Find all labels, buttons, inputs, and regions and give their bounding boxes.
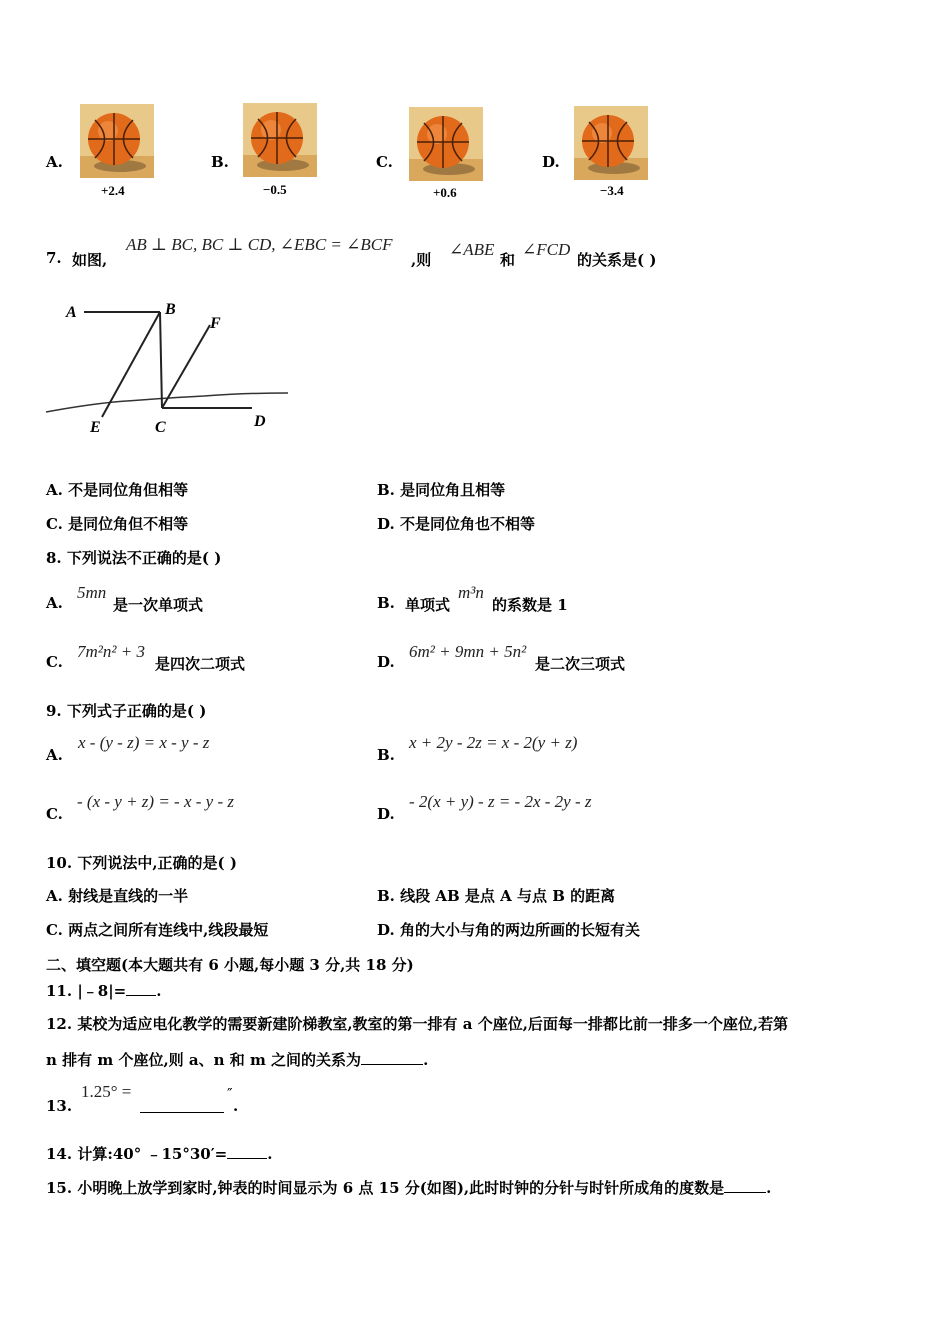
label-a: A	[66, 304, 77, 321]
q10-stem: 10. 下列说法中,正确的是( )	[46, 854, 237, 872]
q9-option-c-label: C.	[46, 805, 63, 823]
q14-answer-blank[interactable]	[227, 1158, 267, 1159]
q7-prefix: 如图,	[72, 251, 108, 269]
q7-geometry-figure	[44, 295, 294, 440]
q7-angle2: ∠FCD	[522, 240, 571, 259]
q7-mid1: ,则	[411, 251, 432, 269]
q13-math: 1.25° =	[81, 1082, 132, 1101]
q9-option-b-math: x + 2y - 2z = x - 2(y + z)	[409, 733, 578, 752]
q9-option-a-label: A.	[46, 746, 63, 764]
q8-option-c-text: 是四次二项式	[155, 655, 246, 673]
q12-answer-blank[interactable]	[361, 1064, 423, 1065]
q6-option-b-label: B.	[211, 153, 229, 171]
q11-answer-blank[interactable]	[126, 995, 156, 996]
q10-option-d: D. 角的大小与角的两边所画的长短有关	[377, 921, 640, 939]
q9-option-d-math: - 2(x + y) - z = - 2x - 2y - z	[409, 792, 592, 811]
label-e: E	[90, 419, 101, 436]
question-14: 14. 计算:40° ﹣15°30′= .	[46, 1145, 273, 1163]
q6-option-c-value: +0.6	[433, 185, 457, 200]
q7-option-a: A. 不是同位角但相等	[46, 481, 189, 499]
q7-option-b: B. 是同位角且相等	[377, 481, 506, 499]
q13-number: 13.	[46, 1097, 73, 1115]
q15-answer-blank[interactable]	[724, 1192, 766, 1193]
q8-option-b-label: B.	[377, 594, 395, 612]
q7-number: 7.	[46, 249, 62, 267]
basketball-icon	[243, 103, 317, 177]
q6-option-d-label: D.	[542, 153, 560, 171]
basketball-image	[574, 106, 648, 180]
q12-line2: n 排有 m 个座位,则 a、n 和 m 之间的关系为 .	[46, 1051, 429, 1069]
q10-option-b: B. 线段 AB 是点 A 与点 B 的距离	[377, 887, 616, 905]
q6-option-b-value: −0.5	[263, 182, 287, 197]
question-15: 15. 小明晚上放学到家时,钟表的时间显示为 6 点 15 分(如图),此时时钟的分针与时针所成角的度数是 .	[46, 1179, 772, 1197]
q7-suffix: 的关系是( )	[577, 251, 657, 269]
q8-option-a-math: 5mn	[77, 583, 107, 602]
q8-option-b-text: 的系数是 1	[492, 596, 568, 614]
q6-option-a-label: A.	[46, 153, 63, 171]
basketball-image	[409, 107, 483, 181]
q8-option-d-text: 是二次三项式	[535, 655, 626, 673]
basketball-icon	[574, 106, 648, 180]
q6-option-c-label: C.	[376, 153, 393, 171]
q7-mid2: 和	[500, 251, 516, 269]
basketball-icon	[409, 107, 483, 181]
q7-option-c: C. 是同位角但不相等	[46, 515, 189, 533]
q8-option-c-math: 7m²n² + 3	[77, 642, 145, 661]
q8-option-b-math: m³n	[458, 583, 484, 602]
basketball-image	[243, 103, 317, 177]
q6-option-d-value: −3.4	[600, 183, 624, 198]
basketball-image	[80, 104, 154, 178]
q8-option-a-text: 是一次单项式	[113, 596, 204, 614]
q9-option-c-math: - (x - y + z) = - x - y - z	[77, 792, 234, 811]
label-f: F	[210, 315, 221, 332]
label-d: D	[254, 413, 266, 430]
q8-option-b-pre: 单项式	[405, 596, 451, 614]
q9-option-d-label: D.	[377, 805, 395, 823]
baseline-curve	[46, 393, 288, 412]
basketball-icon	[80, 104, 154, 178]
q9-stem: 9. 下列式子正确的是( )	[46, 702, 207, 720]
segment-bc	[160, 312, 162, 408]
q6-option-a-value: +2.4	[101, 183, 125, 198]
q8-stem: 8. 下列说法不正确的是( )	[46, 549, 222, 567]
q9-option-b-label: B.	[377, 746, 395, 764]
q8-option-d-label: D.	[377, 653, 395, 671]
q8-option-d-math: 6m² + 9mn + 5n²	[409, 642, 527, 661]
q9-option-a-math: x - (y - z) = x - y - z	[78, 733, 210, 752]
q13-answer-blank[interactable]	[140, 1096, 224, 1113]
q7-option-d: D. 不是同位角也不相等	[377, 515, 535, 533]
q10-option-a: A. 射线是直线的一半	[46, 887, 189, 905]
q8-option-a-label: A.	[46, 594, 63, 612]
q10-option-c: C. 两点之间所有连线中,线段最短	[46, 921, 269, 939]
question-11: 11. |﹣8|= .	[46, 982, 162, 1000]
q7-condition: AB ⊥ BC, BC ⊥ CD, ∠EBC = ∠BCF	[126, 235, 393, 254]
section-2-heading: 二、填空题(本大题共有 6 小题,每小题 3 分,共 18 分)	[46, 956, 414, 974]
q11-text: 11. |﹣8|=	[46, 982, 127, 1000]
q13-unit: ″	[227, 1085, 233, 1103]
q7-angle1: ∠ABE	[449, 240, 495, 259]
q12-line1: 12. 某校为适应电化教学的需要新建阶梯教室,教室的第一排有 a 个座位,后面每一排都比前一排多一个座位,若第	[46, 1015, 789, 1033]
label-b: B	[165, 301, 176, 318]
label-c: C	[155, 419, 166, 436]
q8-option-c-label: C.	[46, 653, 63, 671]
q13-end: .	[233, 1097, 239, 1115]
